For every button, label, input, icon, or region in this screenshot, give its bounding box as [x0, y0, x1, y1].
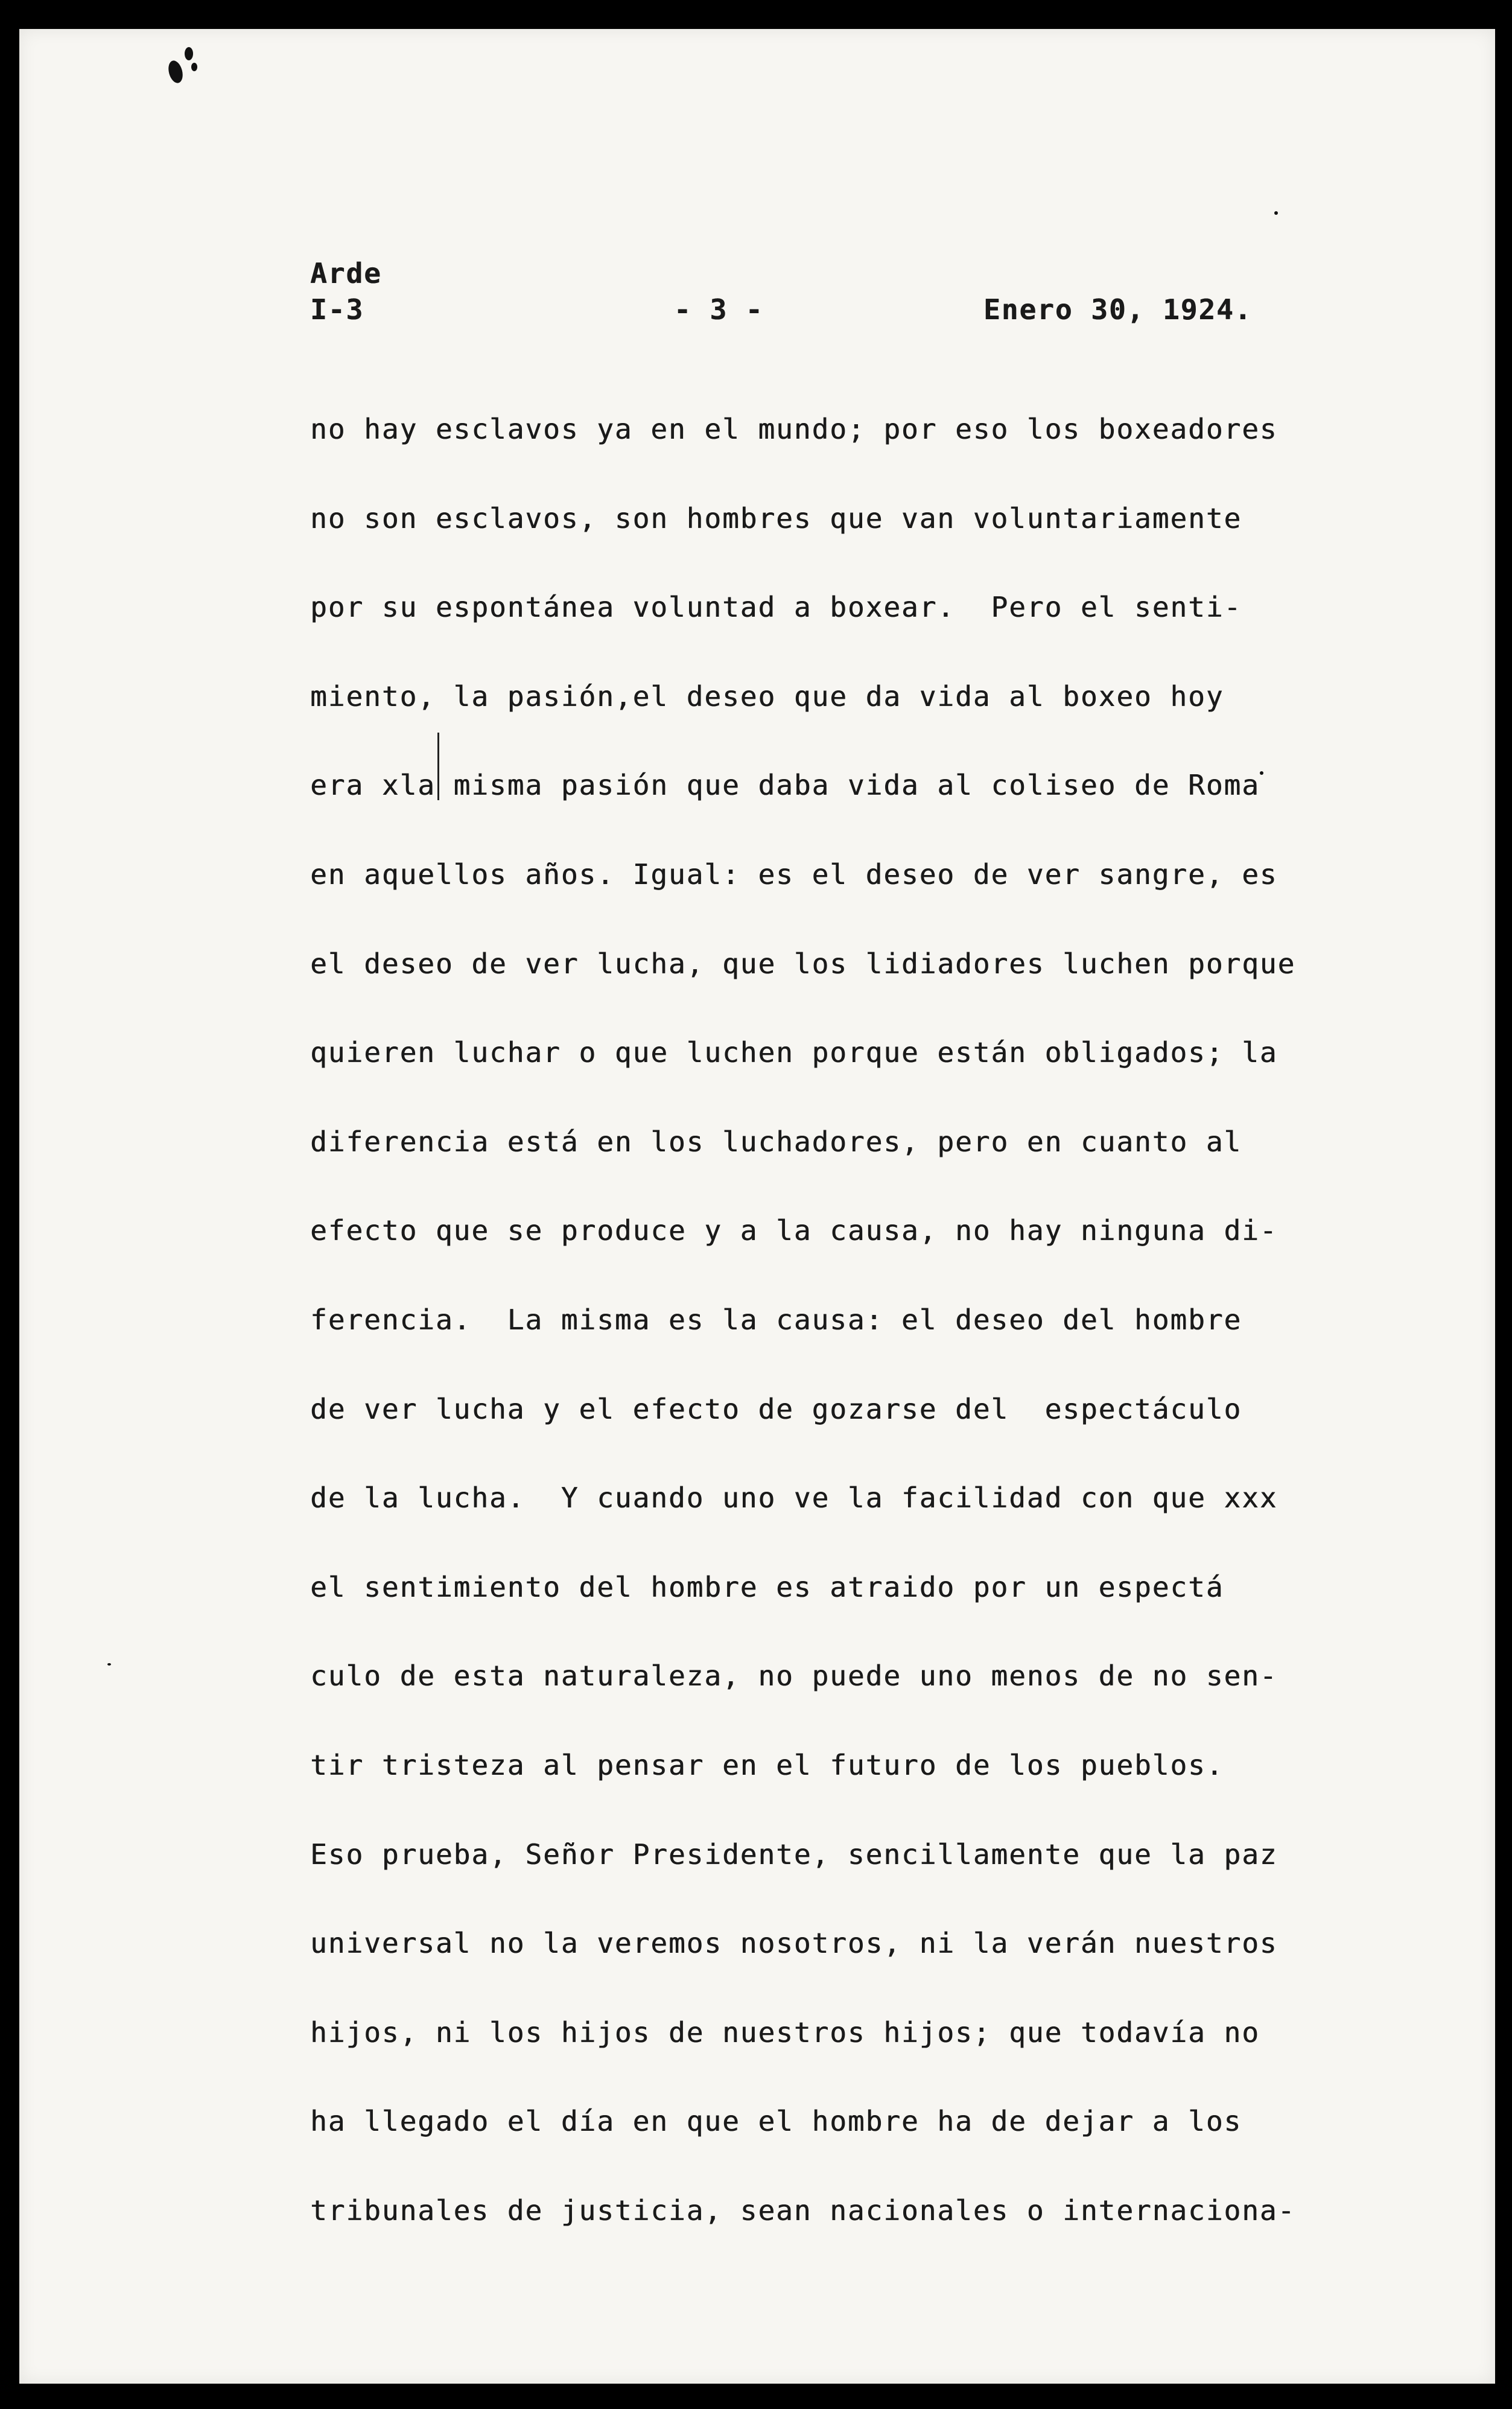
text-line: hijos, ni los hijos de nuestros hijos; que todavía no: [310, 2016, 1260, 2049]
text-line: no son esclavos, son hombres que van voluntariamente: [310, 501, 1242, 535]
ink-speck: [107, 1663, 111, 1666]
ink-blot: [166, 59, 185, 84]
text-line: Eso prueba, Señor Presidente, sencillamente que la paz: [310, 1838, 1278, 1871]
text-line: no hay esclavos ya en el mundo; por eso los boxeadores: [310, 413, 1278, 445]
text-line: efecto que se produce y a la causa, no hay ninguna di-: [310, 1214, 1278, 1247]
text-line: de la lucha. Y cuando uno ve la facilidad con que xxx: [310, 1481, 1278, 1515]
text-line: ferencia. La misma es la causa: el deseo del hombre: [310, 1303, 1242, 1336]
header-file-code: Arde: [310, 257, 382, 290]
text-line: ha llegado el día en que el hombre ha de dejar a los: [310, 2105, 1242, 2138]
text-line: tribunales de justicia, sean nacionales o internaciona-: [310, 2194, 1296, 2227]
text-line: era xla misma pasión que daba vida al coliseo de Roma: [310, 769, 1260, 802]
text-line: el sentimiento del hombre es atraido por un espectá: [310, 1570, 1224, 1603]
text-line: universal no la veremos nosotros, ni la verán nuestros: [310, 1927, 1278, 1960]
text-line: quieren luchar o que luchen porque están obligados; la: [310, 1036, 1278, 1069]
text-line: diferencia está en los luchadores, pero en cuanto al: [310, 1125, 1242, 1158]
page-number: - 3 -: [674, 293, 764, 326]
text-line: por su espontánea voluntad a boxear. Pero el senti-: [310, 591, 1242, 624]
text-line: de ver lucha y el efecto de gozarse del espectáculo: [310, 1392, 1242, 1425]
document-date: Enero 30, 1924.: [983, 293, 1253, 326]
text-line: culo de esta naturaleza, no puede uno menos de no sen-: [310, 1660, 1278, 1693]
text-line: miento, la pasión,el deseo que da vida al boxeo hoy: [310, 679, 1224, 713]
text-line: tir tristeza al pensar en el futuro de los pueblos.: [310, 1748, 1224, 1781]
body-text: [310, 415, 1372, 2285]
ink-speck: [191, 63, 197, 71]
header-section-code: I-3: [310, 293, 364, 326]
text-line: el deseo de ver lucha, que los lidiadores luchen porque: [310, 947, 1296, 980]
document-page: [19, 29, 1495, 2384]
ink-blot: [185, 47, 193, 60]
ink-speck: [1274, 211, 1278, 215]
text-line: en aquellos años. Igual: es el deseo de ver sangre, es: [310, 858, 1278, 891]
